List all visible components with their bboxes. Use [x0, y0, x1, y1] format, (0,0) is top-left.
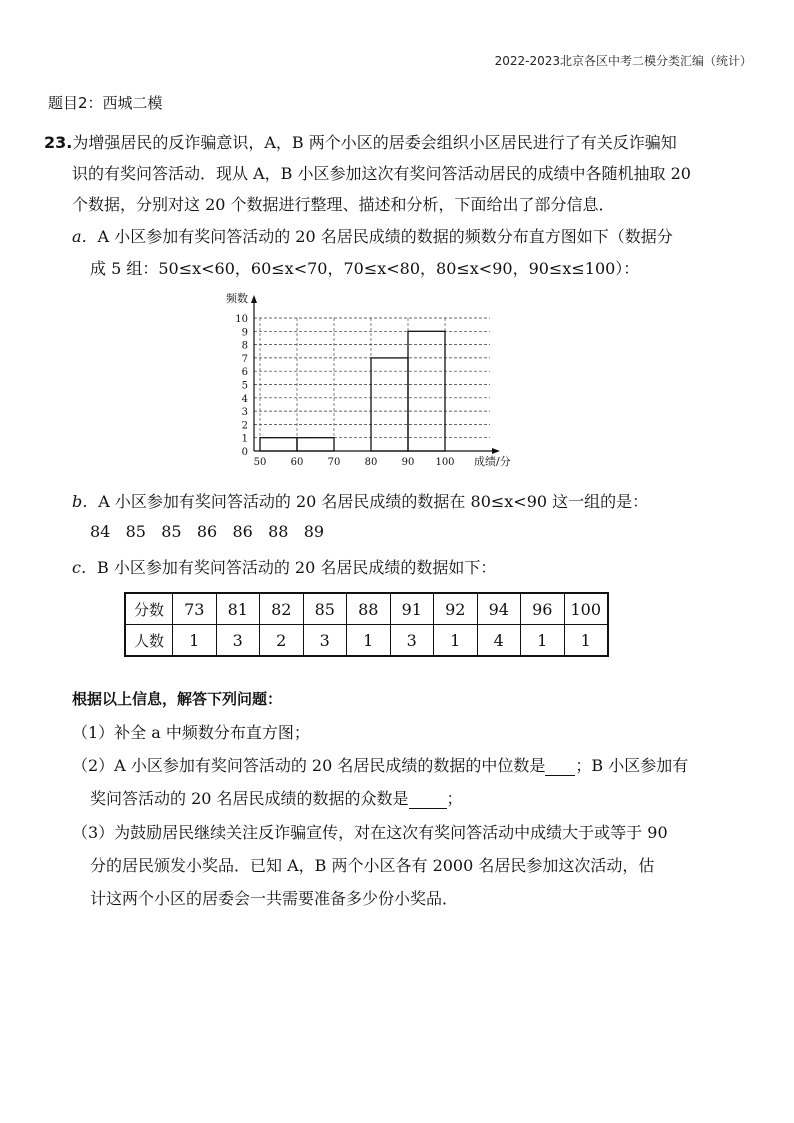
table-cell: 1	[521, 625, 565, 657]
x-tick-label: 50	[253, 457, 267, 468]
table-cell: 81	[216, 593, 260, 625]
intro-line-1	[44, 130, 677, 153]
part-a-line-1	[72, 224, 673, 247]
part-c-line	[72, 555, 496, 578]
table-cell: 100	[564, 593, 608, 625]
table-cell: 91	[390, 593, 434, 625]
b-value: 88	[268, 522, 289, 541]
median-answer-blank[interactable]	[545, 756, 575, 776]
questions-heading: 根据以上信息，解答下列问题：	[72, 690, 283, 708]
table-cell: 3	[390, 625, 434, 657]
intro-text-1: 为增强居民的反诈骗意识，A，B 两个小区的居委会组织小区居民进行了有关反诈骗知	[72, 133, 677, 152]
frequency-histogram	[222, 290, 532, 470]
table-cell: 1	[434, 625, 478, 657]
table-cell: 1	[173, 625, 217, 657]
question-3-line-2: 分的居民颁发小奖品．已知 A，B 两个小区各有 2000 名居民参加这次活动，估	[90, 856, 655, 875]
y-tick-label: 9	[241, 327, 248, 339]
table-cell: 94	[477, 593, 521, 625]
histogram-bar	[371, 358, 408, 451]
y-tick-label: 3	[241, 407, 248, 419]
table-cell: 3	[216, 625, 260, 657]
part-a-line-2: 成 5 组：50≤x<60，60≤x<70，70≤x<80，80≤x<90，90≤x≤100）：	[90, 259, 640, 278]
y-tick-label: 4	[241, 393, 248, 405]
score-table	[124, 592, 609, 657]
question-2-line-2	[90, 786, 463, 809]
table-cell: 96	[521, 593, 565, 625]
question-3-line-3: 计这两个小区的居委会一共需要准备多少份小奖品．	[90, 889, 459, 908]
q2-text-c: 奖问答活动的 20 名居民成绩的数据的众数是	[90, 789, 409, 808]
table-row	[125, 593, 608, 625]
x-tick-label: 100	[435, 457, 455, 468]
table-cell: 85	[303, 593, 347, 625]
part-b-line	[72, 489, 648, 512]
part-a-text-1: A 小区参加有奖问答活动的 20 名居民成绩的数据的频数分布直方图如下（数据分	[97, 227, 673, 246]
x-tick-label: 90	[401, 457, 415, 468]
y-tick-label: 2	[241, 420, 248, 432]
part-b-values	[90, 522, 324, 541]
y-tick-label: 8	[241, 340, 248, 352]
table-cell: 1	[347, 625, 391, 657]
mode-answer-blank[interactable]	[409, 789, 447, 809]
table-cell: 92	[434, 593, 478, 625]
b-value: 89	[303, 522, 325, 541]
intro-line-2: 识的有奖问答活动．现从 A，B 小区参加这次有奖问答活动居民的成绩中各随机抽取 20	[72, 164, 691, 183]
histogram-bar	[297, 438, 334, 451]
y-tick-label: 6	[241, 367, 248, 379]
histogram-bar	[408, 331, 445, 451]
b-value: 86	[232, 522, 253, 541]
table-cell: 3	[303, 625, 347, 657]
b-value: 86	[196, 522, 218, 541]
q2-text-b: ；B 小区参加有	[575, 756, 689, 775]
intro-line-3: 个数据，分别对这 20 个数据进行整理、描述和分析，下面给出了部分信息．	[72, 195, 615, 214]
part-a-label: a．	[72, 227, 98, 246]
b-value: 85	[161, 522, 182, 541]
y-axis-arrow	[251, 295, 257, 303]
y-tick-label: 0	[241, 447, 248, 458]
histogram-bar	[260, 438, 297, 451]
y-axis-label: 频数	[226, 292, 248, 305]
table-row	[125, 625, 608, 657]
question-2-line-1	[72, 753, 688, 776]
q2-text-d: ；	[446, 789, 463, 808]
table-cell: 82	[260, 593, 304, 625]
question-3-line-1: （3）为鼓励居民继续关注反诈骗宣传，对在这次有奖问答活动中成绩大于或等于 90	[72, 823, 668, 842]
x-tick-label: 80	[364, 457, 378, 468]
y-tick-label: 7	[241, 353, 248, 365]
y-tick-label: 5	[241, 380, 248, 392]
part-c-text: B 小区参加有奖问答活动的 20 名居民成绩的数据如下：	[96, 558, 497, 577]
x-axis-arrow	[492, 448, 500, 454]
table-cell: 1	[564, 625, 608, 657]
table-header-score: 分数	[125, 593, 173, 625]
problem-source: 题目2：西城二模	[48, 94, 163, 112]
part-b-label: b．	[72, 492, 99, 511]
table-header-count: 人数	[125, 625, 173, 657]
table-cell: 88	[347, 593, 391, 625]
table-cell: 2	[260, 625, 304, 657]
question-1: （1）补全 a 中频数分布直方图；	[72, 723, 310, 742]
part-c-label: c．	[72, 558, 97, 577]
x-axis-label: 成绩/分	[474, 455, 511, 468]
part-b-text: A 小区参加有奖问答活动的 20 名居民成绩的数据在 80≤x<90 这一组的是：	[98, 492, 649, 511]
table-cell: 4	[477, 625, 521, 657]
b-value: 84	[90, 522, 111, 541]
q2-text-a: （2）A 小区参加有奖问答活动的 20 名居民成绩的数据的中位数是	[72, 756, 546, 775]
y-tick-label: 1	[241, 433, 248, 445]
page-header-title: 2022-2023北京各区中考二模分类汇编（统计）	[494, 54, 752, 68]
x-tick-label: 60	[290, 457, 304, 468]
problem-number: 23.	[44, 133, 73, 152]
x-tick-label: 70	[327, 457, 341, 468]
y-tick-label: 10	[235, 314, 248, 325]
b-value: 85	[125, 522, 146, 541]
table-cell: 73	[173, 593, 217, 625]
